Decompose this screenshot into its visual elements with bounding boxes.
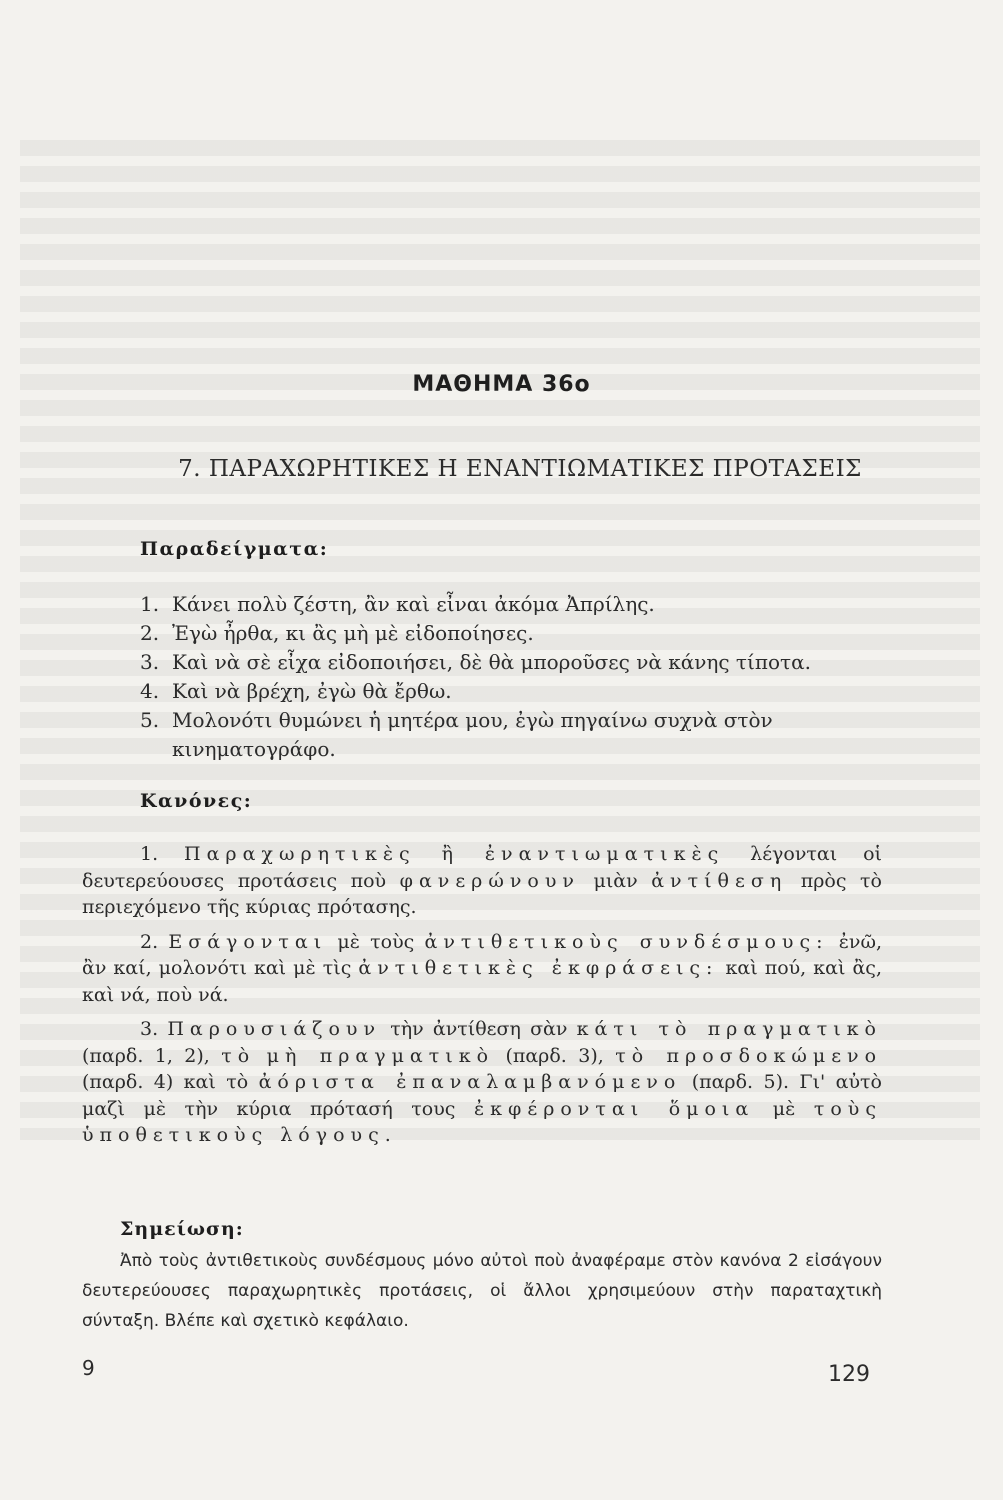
example-item: 4. Καὶ νὰ βρέχη, ἐγὼ θὰ ἔρθω. bbox=[140, 679, 452, 703]
signature-mark: 9 bbox=[82, 1356, 95, 1380]
example-item: 1. Κάνει πολὺ ζέστη, ἂν καὶ εἶναι ἀκόμα Ἀπρίλης. bbox=[140, 592, 655, 616]
rule-3: 3. Παρουσιάζουν τὴν ἀντίθεση σὰν κάτι τὸ πραγματικὸ (παρδ. 1, 2), τὸ μὴ πραγματικὸ (παρδ. 3), τὸ προσδοκώμενο (παρδ. 4) καὶ τὸ ἀόριστα ἐπαναλαμβανόμενο (παρδ. 5). Γι' αὐτὸ μαζὶ μὲ τὴν κύρια πρότασή τους ἐκφέρονται ὅμοια μὲ τοὺς ὑποθετικοὺς λόγους. bbox=[82, 1018, 883, 1146]
example-item-continuation: κινηματογράφο. bbox=[172, 737, 336, 761]
page-number: 129 bbox=[828, 1362, 870, 1387]
rules-heading: Κανόνες: bbox=[140, 790, 253, 812]
rules-section bbox=[82, 841, 882, 1157]
examples-heading: Παραδείγματα: bbox=[140, 538, 329, 560]
note-heading: Σημείωση: bbox=[120, 1218, 244, 1240]
example-item: 3. Καὶ νὰ σὲ εἶχα εἰδοποιήσει, δὲ θὰ μποροῦσες νὰ κάνης τίποτα. bbox=[140, 650, 811, 674]
note-text: Ἀπὸ τοὺς ἀντιθετικοὺς συνδέσμους μόνο αὐτοὶ ποὺ ἀναφέραμε στὸν κανόνα 2 εἰσάγουν δευτερεύουσες παραχωρητικὲς προτάσεις, οἱ ἄλλοι χρησιμεύουν στὴν παραταχτικὴ σύνταξη. Βλέπε καὶ σχετικὸ κεφάλαιο. bbox=[82, 1251, 882, 1331]
example-item: 2. Ἐγὼ ἦρθα, κι ἂς μὴ μὲ εἰδοποίησες. bbox=[140, 621, 534, 645]
examples-list bbox=[140, 590, 880, 764]
example-item: 5. Μολονότι θυμώνει ἡ μητέρα μου, ἐγὼ πηγαίνω συχνὰ στὸν bbox=[140, 708, 773, 732]
rule-2: 2. Εσάγονται μὲ τοὺς ἀντιθετικοὺς συνδέσμους: ἐνῶ, ἂν καί, μολονότι καὶ μὲ τὶς ἀντιθετικὲς ἐκφράσεις: καὶ πού, καὶ ἂς, καὶ νά, ποὺ νά. bbox=[82, 930, 883, 1006]
lesson-title: ΜΑΘΗΜΑ 36ο bbox=[412, 372, 591, 397]
rule-1: 1. Παραχωρητικὲς ἢ ἐναντιωματικὲς λέγονται οἱ δευτερεύουσες προτάσεις ποὺ φανερώνουν μιὰν ἀντίθεση πρὸς τὸ περιεχόμενο τῆς κύριας πρότασης. bbox=[82, 843, 882, 918]
section-title: 7. ΠΑΡΑΧΩΡΗΤΙΚΕΣ Η ΕΝΑΝΤΙΩΜΑΤΙΚΕΣ ΠΡΟΤΑΣΕΙΣ bbox=[178, 456, 862, 482]
